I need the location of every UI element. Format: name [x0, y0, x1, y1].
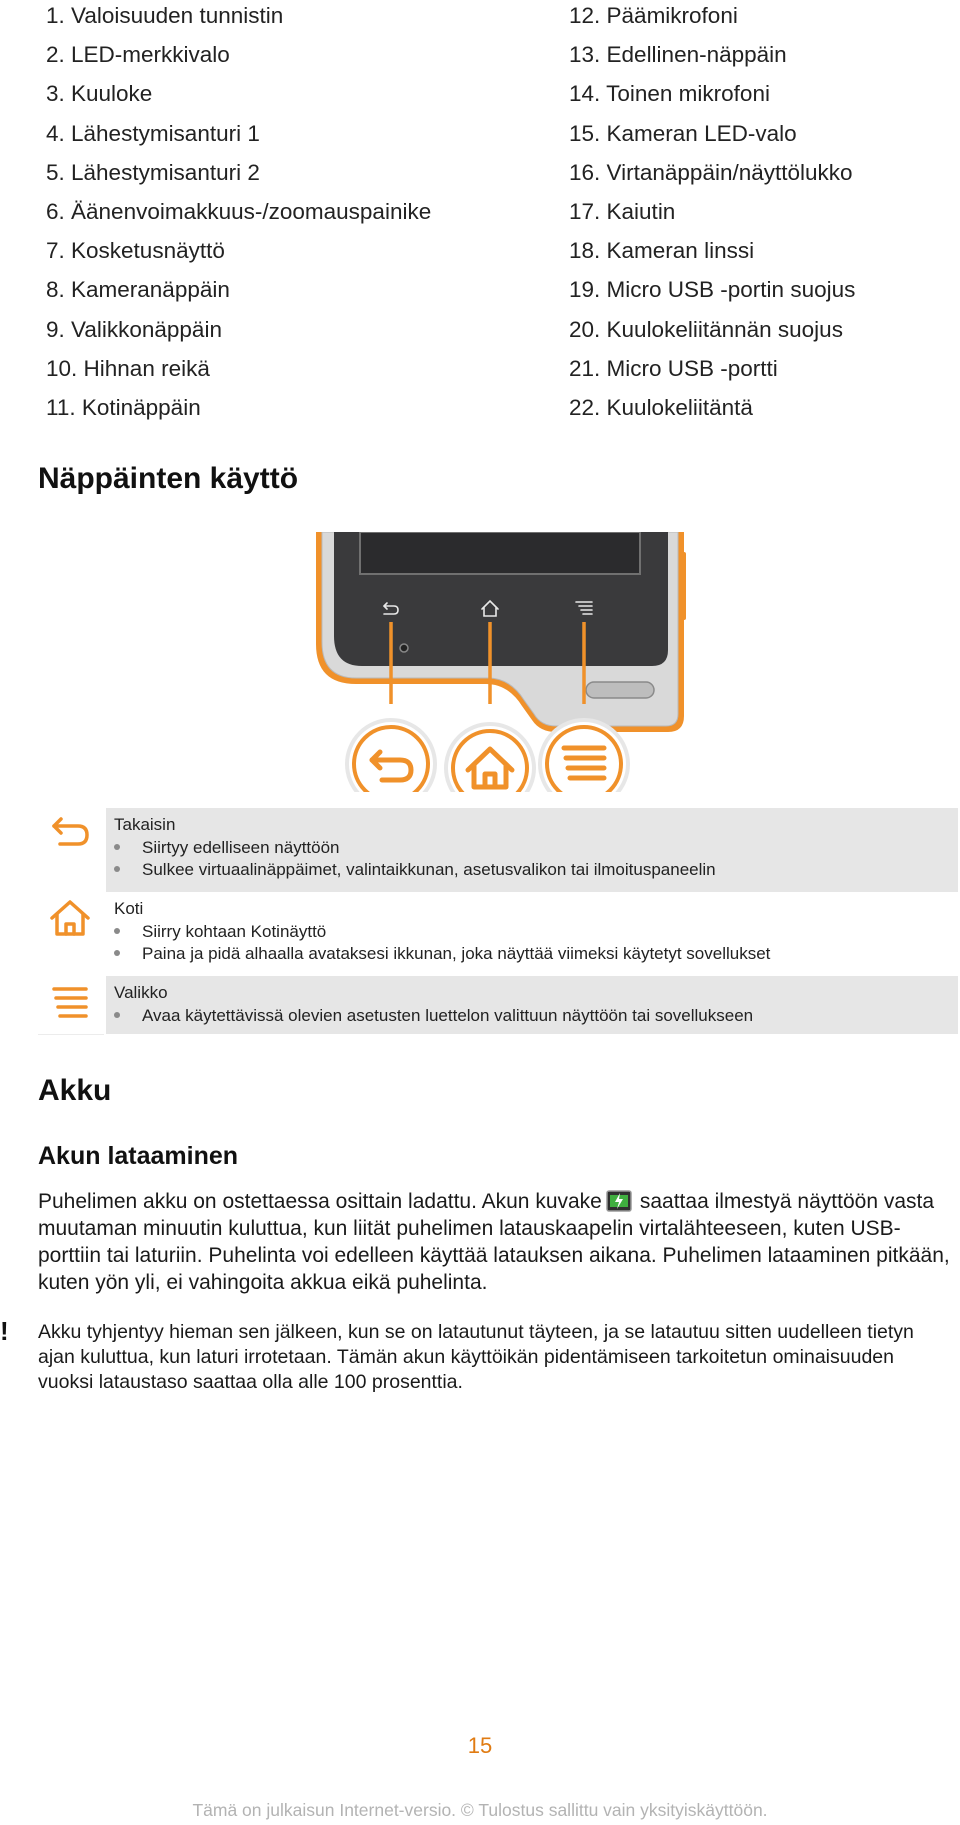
parts-list-item: 13. Edellinen-näppäin — [569, 42, 787, 68]
parts-list-item: 21. Micro USB -portti — [569, 355, 778, 381]
phone-keys-illustration — [300, 532, 700, 792]
key-row-menu — [38, 976, 958, 1034]
parts-list-item: 17. Kaiutin — [569, 198, 676, 224]
key-title: Koti — [114, 899, 144, 918]
charging-subheading: Akun lataaminen — [38, 1142, 239, 1170]
key-title: Valikko — [114, 983, 168, 1002]
parts-list-item: 8. Kameranäppäin — [46, 277, 230, 303]
parts-list-item: 20. Kuulokeliitännän suojus — [569, 316, 843, 342]
key-bullet: Siirtyy edelliseen näyttöön — [114, 838, 340, 858]
home-icon — [46, 898, 94, 940]
parts-list-item: 19. Micro USB -portin suojus — [569, 277, 856, 303]
parts-list-item: 14. Toinen mikrofoni — [569, 81, 770, 107]
battery-note: Akku tyhjentyy hieman sen jälkeen, kun se on latautunut täyteen, ja se latautuu sitten uudelleen tietyn ajan kuluttua, kun laturi irrotetaan. Tämän akun käyttöikän pidentämiseen tarkoitetun ominaisuuden vuoksi lataustaso saattaa olla alle 100 prosenttia. — [38, 1321, 914, 1393]
parts-list-item: 9. Valikkonäppäin — [46, 316, 222, 342]
menu-lines-icon — [46, 982, 94, 1022]
key-bullet: Paina ja pidä alhaalla avataksesi ikkunan, joka näyttää viimeksi käytetyt sovellukset — [114, 944, 770, 964]
key-bullet: Siirry kohtaan Kotinäyttö — [114, 922, 326, 942]
parts-list-right — [569, 0, 855, 427]
parts-list-left — [46, 0, 431, 427]
parts-list-item: 11. Kotinäppäin — [46, 394, 201, 420]
key-row-home — [38, 892, 958, 976]
parts-list-item: 16. Virtanäppäin/näyttölukko — [569, 159, 853, 185]
key-bullet: Sulkee virtuaalinäppäimet, valintaikkunan, asetusvalikon tai ilmoituspaneelin — [114, 860, 716, 880]
parts-list-item: 22. Kuulokeliitäntä — [569, 394, 753, 420]
parts-list-item: 5. Lähestymisanturi 2 — [46, 159, 260, 185]
back-arrow-icon — [46, 814, 94, 854]
parts-list-item: 7. Kosketusnäyttö — [46, 238, 225, 264]
battery-section-heading: Akku — [38, 1074, 112, 1107]
key-bullet: Avaa käytettävissä olevien asetusten luettelon valittuun näyttöön tai sovellukseen — [114, 1006, 753, 1026]
parts-list-item: 6. Äänenvoimakkuus-/zoomauspainike — [46, 198, 432, 224]
parts-list-item: 15. Kameran LED-valo — [569, 120, 797, 146]
charging-paragraph: Puhelimen akku on ostettaessa osittain ladattu. Akun kuvake saattaa ilmestyä näyttöön vasta muutaman minuutin kuluttua, kun liität puhelimen latauskaapelin virtalähteeseen, kuten USB-porttiin tai laturiin. Puhelinta voi edelleen käyttää latauksen aikana. Puhelimen lataaminen pitkään, kuten yön yli, ei vahingoita akkua eikä puhelinta. — [38, 1190, 950, 1294]
parts-list-item: 1. Valoisuuden tunnistin — [46, 3, 284, 28]
parts-list-item: 2. LED-merkkivalo — [46, 42, 230, 68]
parts-list-item: 4. Lähestymisanturi 1 — [46, 120, 260, 146]
parts-list-item: 12. Päämikrofoni — [569, 3, 738, 28]
parts-list-item: 10. Hihnan reikä — [46, 355, 210, 381]
page-number: 15 — [467, 1733, 493, 1758]
parts-list-item: 3. Kuuloke — [46, 81, 153, 107]
warning-exclamation-icon: ! — [0, 1316, 9, 1346]
parts-list-item: 18. Kameran linssi — [569, 238, 755, 264]
battery-charging-icon — [606, 1188, 632, 1214]
key-row-back — [38, 808, 958, 892]
keys-section-heading: Näppäinten käyttö — [38, 462, 299, 495]
key-title: Takaisin — [114, 815, 176, 834]
footer-text: Tämä on julkaisun Internet-versio. © Tulostus sallittu vain yksityiskäyttöön. — [192, 1800, 768, 1820]
